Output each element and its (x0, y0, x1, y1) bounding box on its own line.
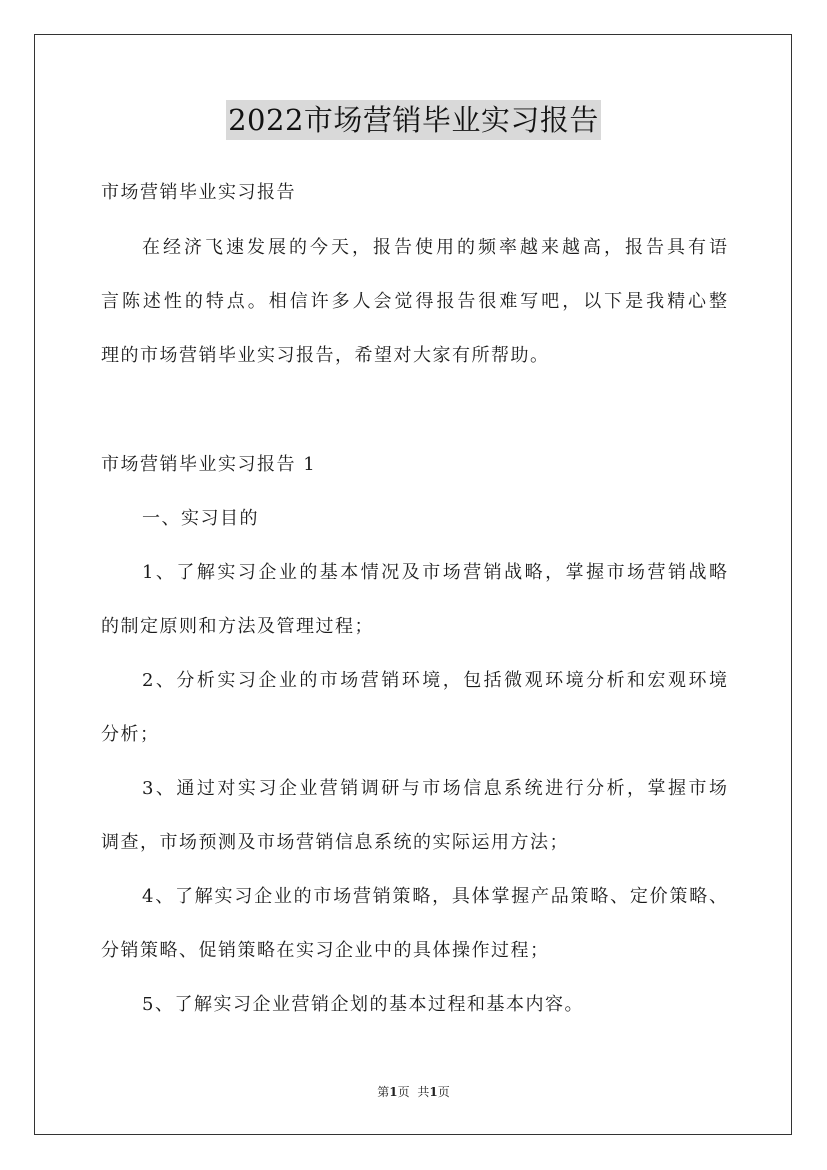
total-pages: 1 (429, 1085, 438, 1099)
page-prefix: 第 (377, 1085, 390, 1099)
total-suffix: 页 (437, 1085, 450, 1099)
intro-line-2: 言陈述性的特点。相信许多人会觉得报告很难写吧，以下是我精心整 (101, 291, 727, 312)
item-1-line-2: 的制定原则和方法及管理过程； (101, 616, 374, 637)
item-2-line-1: 2、分析实习企业的市场营销环境，包括微观环境分析和宏观环境 (142, 670, 727, 691)
page-suffix: 页 (397, 1085, 410, 1099)
item-2-line-2: 分析； (101, 724, 160, 745)
document-title: 2022市场营销毕业实习报告 (226, 100, 601, 140)
item-3-line-2: 调查，市场预测及市场营销信息系统的实际运用方法； (101, 832, 569, 853)
section-heading: 市场营销毕业实习报告 1 (101, 454, 317, 475)
item-4-line-1: 4、了解实习企业的市场营销策略，具体掌握产品策略、定价策略、 (142, 886, 727, 907)
item-4-line-2: 分销策略、促销策略在实习企业中的具体操作过程； (101, 940, 550, 961)
item-3-line-1: 3、通过对实习企业营销调研与市场信息系统进行分析，掌握市场 (142, 778, 727, 799)
goal-heading: 一、实习目的 (142, 508, 259, 529)
item-1-line-1: 1、了解实习企业的基本情况及市场营销战略，掌握市场营销战略 (142, 562, 727, 583)
page-number: 1 (389, 1085, 398, 1099)
title-container (0, 100, 827, 140)
document-subtitle: 市场营销毕业实习报告 (101, 182, 296, 203)
item-5-line-1: 5、了解实习企业营销企划的基本过程和基本内容。 (142, 994, 584, 1015)
intro-line-1: 在经济飞速发展的今天，报告使用的频率越来越高，报告具有语 (142, 237, 727, 258)
intro-line-3: 理的市场营销毕业实习报告，希望对大家有所帮助。 (101, 345, 550, 366)
page-footer (0, 1084, 827, 1100)
total-prefix: 共 (417, 1085, 430, 1099)
